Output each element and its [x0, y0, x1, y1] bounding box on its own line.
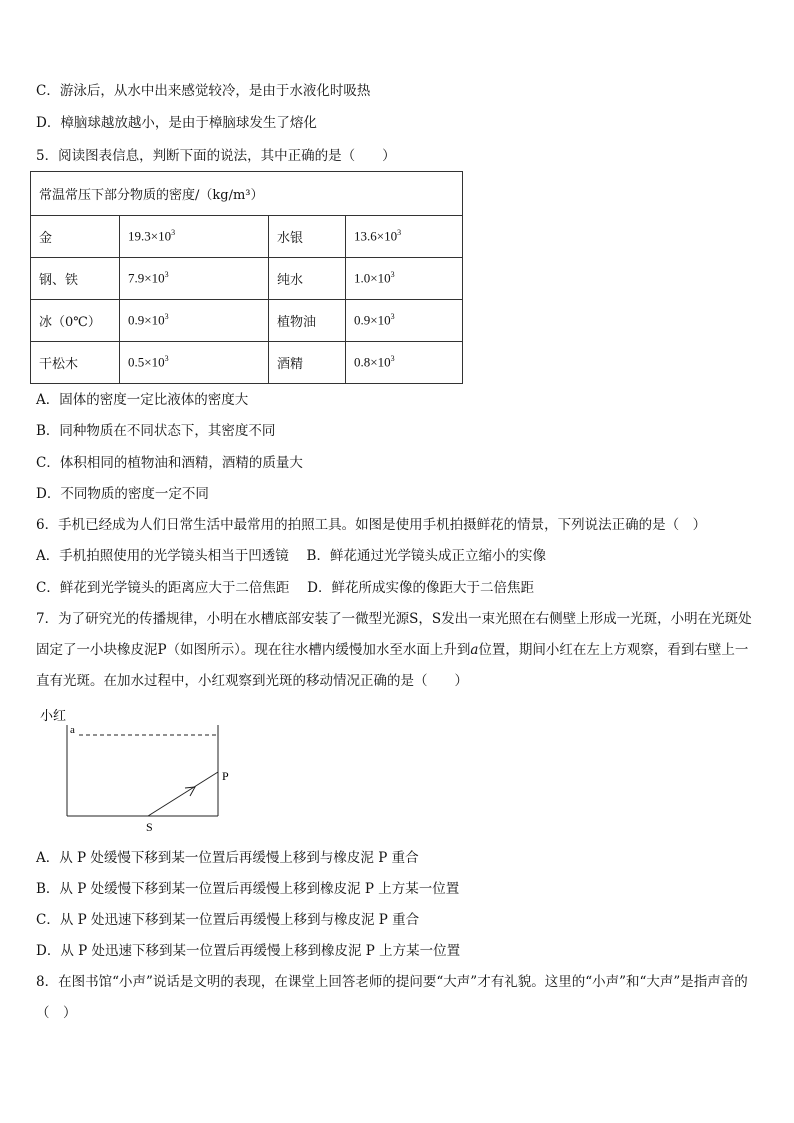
substance-name: 金: [31, 216, 120, 258]
q5-option-c: C．体积相同的植物油和酒精，酒精的质量大: [36, 455, 303, 471]
observer-label: 小红: [40, 709, 67, 724]
q5-stem: 5．阅读图表信息，判断下面的说法，其中正确的是（ ）: [36, 148, 396, 164]
density-table: [30, 171, 463, 384]
q7-option-b: B．从 P 处缓慢下移到某一位置后再缓慢上移到橡皮泥 P 上方某一位置: [36, 881, 460, 897]
water-level-label: a: [70, 724, 75, 736]
q7-stem-level: a: [470, 642, 479, 658]
point-s-label: S: [146, 820, 153, 834]
density-value: $0.5\times 10^3$: [120, 342, 269, 384]
table-row: [31, 300, 463, 342]
substance-name: 酒精: [269, 342, 346, 384]
q5-option-d: D．不同物质的密度一定不同: [36, 486, 209, 502]
substance-name: 干松木: [31, 342, 120, 384]
density-value: $0.8\times 10^3$: [346, 342, 463, 384]
substance-name: 冰（0℃）: [31, 300, 120, 342]
substance-name: 水银: [269, 216, 346, 258]
q7-option-c: C．从 P 处迅速下移到某一位置后再缓慢上移到与橡皮泥 P 重合: [36, 912, 420, 928]
q4-option-c: C．游泳后，从水中出来感觉较冷，是由于水液化时吸热: [36, 83, 371, 99]
density-value: $0.9\times 10^3$: [120, 300, 269, 342]
density-value: $1.0\times 10^3$: [346, 258, 463, 300]
q7-option-d: D．从 P 处迅速下移到某一位置后再缓慢上移到橡皮泥 P 上方某一位置: [36, 943, 461, 959]
density-value: $13.6\times 10^3$: [346, 216, 463, 258]
q7-stem-text: 7．为了研究光的传播规律，小明在水槽底部安装了一微型光源S，S发出一束光照在右侧壁上形成一光斑，小明在光斑处固定了一小块橡皮泥P（如图所示）。现在往水槽内缓慢加水至水面上升到: [36, 611, 752, 658]
q7-stem-text: 位置，期间小红在左上方观察，看到右壁上一直有光斑。在加水过程中，小红观察到光斑的移动情况正确的是（ ）: [36, 642, 749, 689]
q5-option-a: A．固体的密度一定比液体的密度大: [36, 392, 249, 408]
q6-stem: 6．手机已经成为人们日常生活中最常用的拍照工具。如图是使用手机拍摄鲜花的情景，下列说法正确的是（ ）: [36, 517, 707, 533]
substance-name: 植物油: [269, 300, 346, 342]
q7-stem: [36, 604, 758, 697]
q6-options-cd: C．鲜花到光学镜头的距离应大于二倍焦距 D．鲜花所成实像的像距大于二倍焦距: [36, 580, 534, 596]
q6-options-ab: A．手机拍照使用的光学镜头相当于凹透镜 B．鲜花通过光学镜头成正立缩小的实像: [36, 548, 546, 564]
table-row: [31, 216, 463, 258]
substance-name: 钢、铁: [31, 258, 120, 300]
q8-stem: 8．在图书馆“小声”说话是文明的表现，在课堂上回答老师的提问要“大声”才有礼貌。这里的“小声”和“大声”是指声音的（ ）: [36, 974, 748, 1021]
q4-option-d: D．樟脑球越放越小，是由于樟脑球发生了熔化: [36, 115, 317, 131]
table-row: [31, 342, 463, 384]
q5-option-b: B．同种物质在不同状态下，其密度不同: [36, 423, 276, 439]
density-value: $19.3\times 10^3$: [120, 216, 269, 258]
point-p-label: P: [222, 769, 229, 783]
table-row: [31, 258, 463, 300]
table-caption: 常温常压下部分物质的密度/（kg/m³）: [31, 172, 463, 216]
water-tank-figure: [30, 705, 250, 835]
density-value: $7.9\times 10^3$: [120, 258, 269, 300]
substance-name: 纯水: [269, 258, 346, 300]
density-value: $0.9\times 10^3$: [346, 300, 463, 342]
q7-option-a: A．从 P 处缓慢下移到某一位置后再缓慢上移到与橡皮泥 P 重合: [36, 850, 419, 866]
light-ray: [148, 772, 218, 816]
